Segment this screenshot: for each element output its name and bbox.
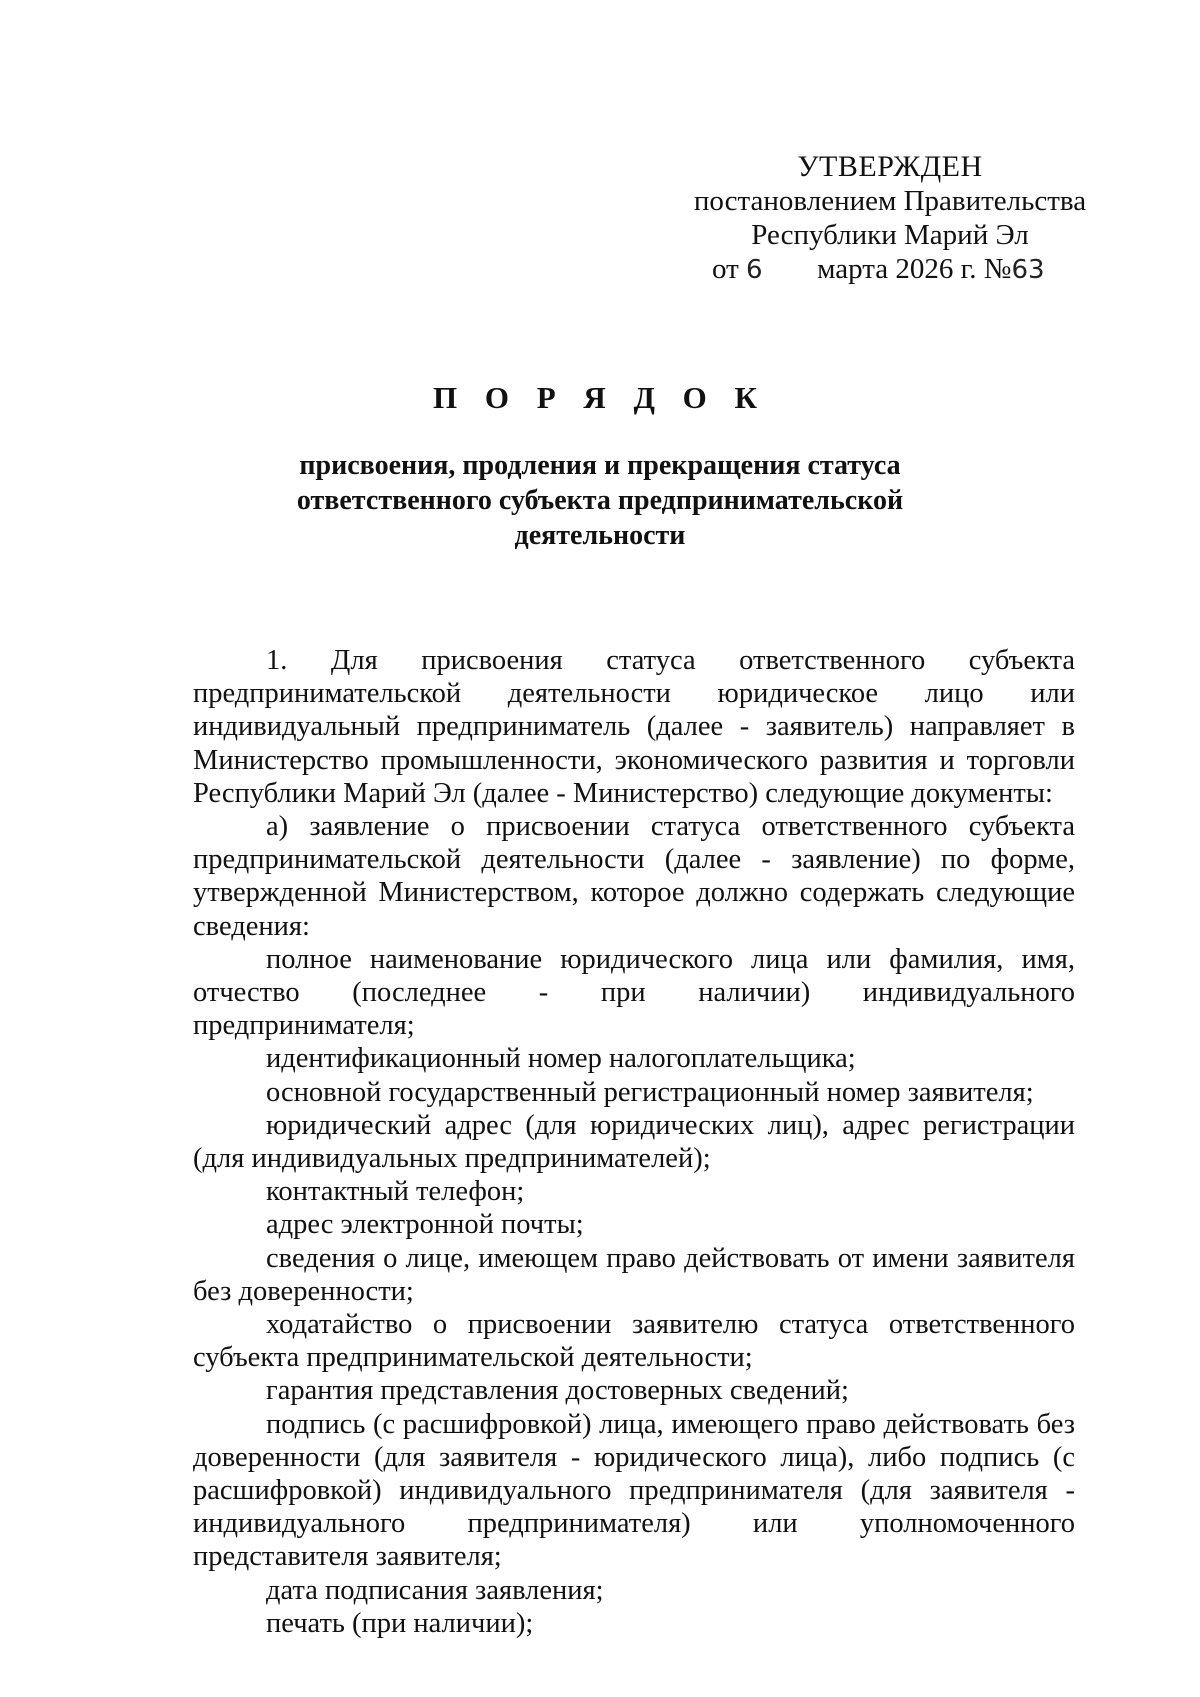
paragraph: контактный телефон;	[266, 1176, 525, 1208]
document-subtitle	[280, 448, 920, 553]
paragraph-item-a: а) заявление о присвоении статуса ответственного субъекта предпринимательской деятельности (далее - заявление) по форме, утвержденной Министерством, которое должно содержать следующие сведения:	[193, 811, 1075, 942]
paragraph: основной государственный регистрационный номер заявителя;	[266, 1076, 1034, 1108]
paragraph: полное наименование юридического лица или фамилия, имя, отчество (последнее - при наличии) индивидуального предпринимателя;	[193, 943, 1075, 1042]
paragraph: подпись (с расшифровкой) лица, имеющего право действовать без доверенности (для заявителя - юридического лица), либо подпись (с расшифровкой) индивидуального предпринимателя (для заявителя - индивидуального предпринимателя) или уполномоченного представителя заявителя;	[193, 1408, 1075, 1573]
handwritten-number: 63	[1011, 255, 1045, 285]
date-month-year: марта 2026 г. №	[817, 253, 1012, 285]
document-body	[193, 644, 1075, 1640]
subtitle-line: деятельности	[514, 520, 686, 551]
approval-stamp-block	[690, 150, 1090, 287]
date-prefix: от	[712, 253, 739, 285]
approved-heading: УТВЕРЖДЕН	[797, 150, 983, 183]
paragraph-1: 1. Для присвоения статуса ответственного субъекта предпринимательской деятельности юридическое лицо или индивидуальный предприниматель (далее - заявитель) направляет в Министерство промышленности, экономического развития и торговли Республики Марий Эл (далее - Министерство) следующие документы:	[193, 645, 1075, 809]
handwritten-day: 6	[746, 255, 763, 285]
paragraph: дата подписания заявления;	[266, 1574, 604, 1606]
approval-line-resolution: постановлением Правительства	[693, 185, 1087, 217]
document-title: П О Р Я Д О К	[433, 380, 767, 415]
paragraph: идентификационный номер налогоплательщика;	[266, 1043, 856, 1075]
paragraph: адрес электронной почты;	[266, 1209, 584, 1241]
paragraph: гарантия представления достоверных сведений;	[266, 1375, 849, 1407]
paragraph: печать (при наличии);	[266, 1607, 534, 1639]
paragraph: ходатайство о присвоении заявителю статуса ответственного субъекта предпринимательской деятельности;	[193, 1309, 1075, 1374]
paragraph: сведения о лице, имеющем право действовать от имени заявителя без доверенности;	[193, 1242, 1075, 1307]
approval-date-line	[690, 252, 1090, 287]
paragraph: юридический адрес (для юридических лиц), адрес регистрации (для индивидуальных предпринимателей);	[193, 1109, 1075, 1175]
subtitle-line: присвоения, продления и прекращения статуса	[299, 450, 901, 481]
subtitle-line: ответственного субъекта предпринимательской	[296, 485, 904, 516]
approval-line-republic: Республики Марий Эл	[751, 219, 1029, 251]
